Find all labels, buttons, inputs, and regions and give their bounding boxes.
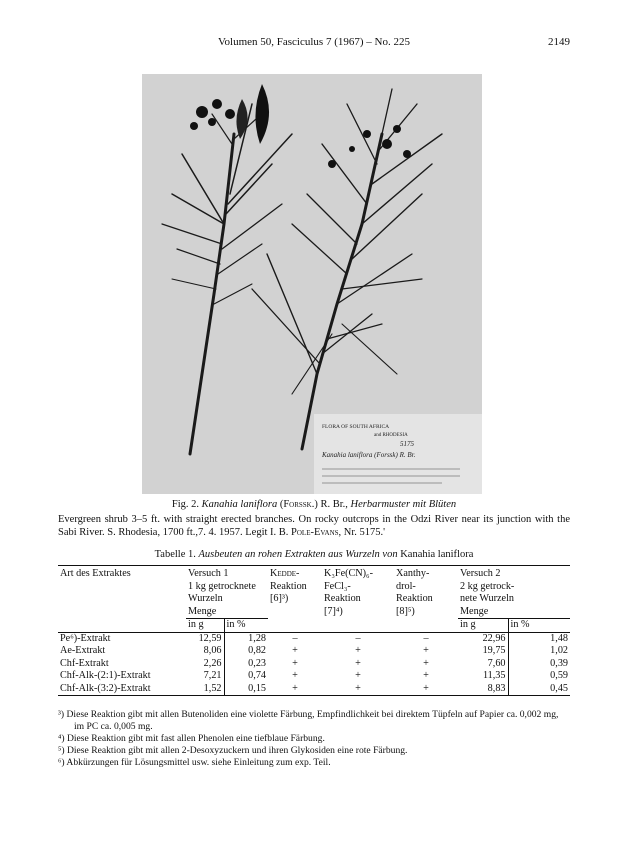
subheader-in-g: in g xyxy=(458,619,508,633)
header-line: Kedde- xyxy=(270,568,300,579)
extract-name-cell: Pe⁶)-Extrakt xyxy=(58,632,186,645)
svg-text:5175: 5175 xyxy=(400,440,414,448)
footnote-text: Diese Reaktion gibt mit allen 2-Desoxyzuckern und ihren Glykosiden eine rote Färbung. xyxy=(66,745,408,756)
col-header-extract: Art des Extraktes xyxy=(58,566,186,619)
subheader-in-pct: in % xyxy=(508,619,570,633)
herbarium-photograph xyxy=(142,74,482,494)
k3fe-result-cell: + xyxy=(355,657,361,669)
footnote xyxy=(58,733,570,745)
versuch1-g-cell: 2,26 xyxy=(203,657,222,669)
versuch2-g-cell: 7,60 xyxy=(487,657,506,669)
table-row xyxy=(58,670,570,683)
versuch1-pct-cell: 0,74 xyxy=(224,670,268,683)
subheader-empty xyxy=(268,619,322,633)
footnotes xyxy=(58,709,570,769)
versuch1-g-cell: 8,06 xyxy=(203,645,222,656)
species-author: (Forssk.) xyxy=(279,499,318,510)
xanthydrol-result-cell: + xyxy=(423,645,429,656)
versuch1-pct-cell: 0,15 xyxy=(224,683,268,696)
versuch2-pct-cell: 0,59 xyxy=(508,670,570,683)
col-header-versuch2 xyxy=(458,566,570,619)
footnote-mark: ⁵) xyxy=(58,745,65,756)
footnote-mark: ⁴) xyxy=(58,733,65,744)
xanthydrol-result-cell: – xyxy=(394,632,458,645)
versuch2-pct-cell: 0,45 xyxy=(508,683,570,696)
k3fe-result-cell: + xyxy=(355,670,361,681)
versuch2-g-cell: 19,75 xyxy=(482,645,506,656)
svg-text:FLORA OF SOUTH AFRICA: FLORA OF SOUTH AFRICA xyxy=(322,424,390,430)
kedde-result-cell: + xyxy=(268,683,322,696)
table-header-row xyxy=(58,566,570,619)
footnote-text: Diese Reaktion gibt mit allen Butenoliden eine violette Färbung, Empfindlichkeit bei direktem Tüpfeln auf Papier ca. 0,002 mg, im PC ca. 0,005 mg. xyxy=(66,709,559,732)
versuch1-g-cell: 7,21 xyxy=(203,670,222,681)
subheader-in-pct: in % xyxy=(224,619,268,633)
running-header xyxy=(58,36,570,50)
table-row xyxy=(58,645,570,658)
header-line: K₃Fe(CN)₆- xyxy=(324,568,373,579)
versuch2-g-cell: 11,35 xyxy=(482,670,506,681)
xanthydrol-result-cell: + xyxy=(423,657,429,669)
versuch2-pct-cell: 1,48 xyxy=(508,632,570,645)
header-line: 2 kg getrock- xyxy=(460,580,515,592)
footnote xyxy=(58,757,570,769)
figure-caption-body xyxy=(58,513,570,539)
header-line: [8]⁵) xyxy=(396,605,415,617)
header-line: FeCl₃- xyxy=(324,580,351,592)
footnote-text: Abkürzungen für Lösungsmittel usw. siehe Einleitung zum exp. Teil. xyxy=(66,757,331,768)
header-line: nete Wurzeln xyxy=(460,593,514,604)
header-line: [6]³) xyxy=(270,593,289,604)
k3fe-result-cell: – xyxy=(322,632,394,645)
extract-name-cell: Chf-Extrakt xyxy=(60,657,109,669)
header-line: Menge xyxy=(460,605,489,617)
table-row xyxy=(58,683,570,696)
footnote-mark: ⁶) xyxy=(58,757,65,768)
header-line: [7]⁴) xyxy=(324,605,343,617)
species-name: Kanahia laniflora xyxy=(201,499,278,510)
extract-name-cell: Chf-Alk-(2:1)-Extrakt xyxy=(60,670,151,681)
table-title xyxy=(58,549,570,560)
versuch1-pct-cell: 1,28 xyxy=(224,632,268,645)
table-label: Tabelle 1. xyxy=(154,549,196,560)
subheader-in-g: in g xyxy=(186,619,224,633)
header-line: Versuch 2 xyxy=(460,568,501,579)
caption-body-text: Evergreen shrub 3–5 ft. with straight erected branches. On rocky outcrops in the Odzi River near its junction with the Sabi River. S. Rhodesia, 1700 ft.,7. 4. 1957. Legit I. B. xyxy=(58,514,570,538)
col-header-versuch1 xyxy=(186,566,268,619)
xanthydrol-result-cell: + xyxy=(423,670,429,681)
header-line: 1 kg getrocknete xyxy=(188,580,256,592)
versuch1-pct-cell: 0,82 xyxy=(224,645,268,658)
kedde-result-cell: – xyxy=(268,632,322,645)
svg-text:and RHODESIA: and RHODESIA xyxy=(374,433,408,438)
table-subheader-row xyxy=(58,619,570,633)
kedde-result-cell: + xyxy=(292,657,298,669)
footnote-text: Diese Reaktion gibt mit fast allen Phenolen eine tiefblaue Färbung. xyxy=(66,733,325,744)
collector-name: Pole-Evans xyxy=(291,527,339,538)
versuch1-g-cell: 12,59 xyxy=(186,632,224,645)
extract-yield-table xyxy=(58,565,570,696)
extract-name-cell: Chf-Alk-(3:2)-Extrakt xyxy=(58,683,186,696)
col-header-k3fe xyxy=(322,566,394,619)
journal-reference: Volumen 50, Fasciculus 7 (1967) – No. 225 xyxy=(218,36,410,48)
footnote-mark: ³) xyxy=(58,709,65,720)
figure-caption-title xyxy=(58,498,570,511)
header-line: Reaktion xyxy=(324,593,361,604)
xanthydrol-result-cell: + xyxy=(394,683,458,696)
svg-text:Kanahia laniflora (Forssk) R.: Kanahia laniflora (Forssk) R. Br. xyxy=(322,451,416,459)
k3fe-result-cell: + xyxy=(355,645,361,656)
caption-body-end: , Nr. 5175.' xyxy=(338,527,386,538)
subheader-empty xyxy=(394,619,458,633)
table-row xyxy=(58,658,570,671)
caption-tail: Herbarmuster mit Blüten xyxy=(350,499,457,510)
header-line: Wurzeln xyxy=(188,593,223,604)
table-body xyxy=(58,632,570,696)
versuch2-pct-cell: 1,02 xyxy=(508,645,570,658)
versuch2-g-cell: 8,83 xyxy=(458,683,508,696)
versuch2-g-cell: 22,96 xyxy=(458,632,508,645)
header-line: Xanthy- xyxy=(396,568,430,579)
versuch1-g-cell: 1,52 xyxy=(186,683,224,696)
subheader-empty xyxy=(58,619,186,633)
herbarium-specimen-image xyxy=(142,74,482,494)
figure-caption xyxy=(58,498,570,539)
header-line: Menge xyxy=(188,605,217,617)
table-title-plain: Kanahia laniflora xyxy=(400,549,474,560)
subheader-empty xyxy=(322,619,394,633)
footnote xyxy=(58,709,570,733)
kedde-result-cell: + xyxy=(292,670,298,681)
kedde-result-cell: + xyxy=(292,645,298,656)
species-author-2: R. Br., xyxy=(320,499,348,510)
versuch1-pct-cell: 0,23 xyxy=(224,658,268,671)
versuch2-pct-cell: 0,39 xyxy=(508,658,570,671)
extract-name-cell: Ae-Extrakt xyxy=(60,645,106,656)
header-line: Versuch 1 xyxy=(188,568,229,579)
page-number: 2149 xyxy=(548,36,570,48)
header-line: Reaktion xyxy=(396,593,433,604)
col-header-xanthydrol xyxy=(394,566,458,619)
figure-label: Fig. 2. xyxy=(171,499,200,510)
k3fe-result-cell: + xyxy=(322,683,394,696)
footnote xyxy=(58,745,570,757)
header-line: drol- xyxy=(396,580,416,592)
table-title-italic: Ausbeuten an rohen Extrakten aus Wurzeln von xyxy=(198,549,398,560)
header-line: Reaktion xyxy=(270,580,307,592)
col-header-kedde xyxy=(268,566,322,619)
table-row xyxy=(58,632,570,645)
